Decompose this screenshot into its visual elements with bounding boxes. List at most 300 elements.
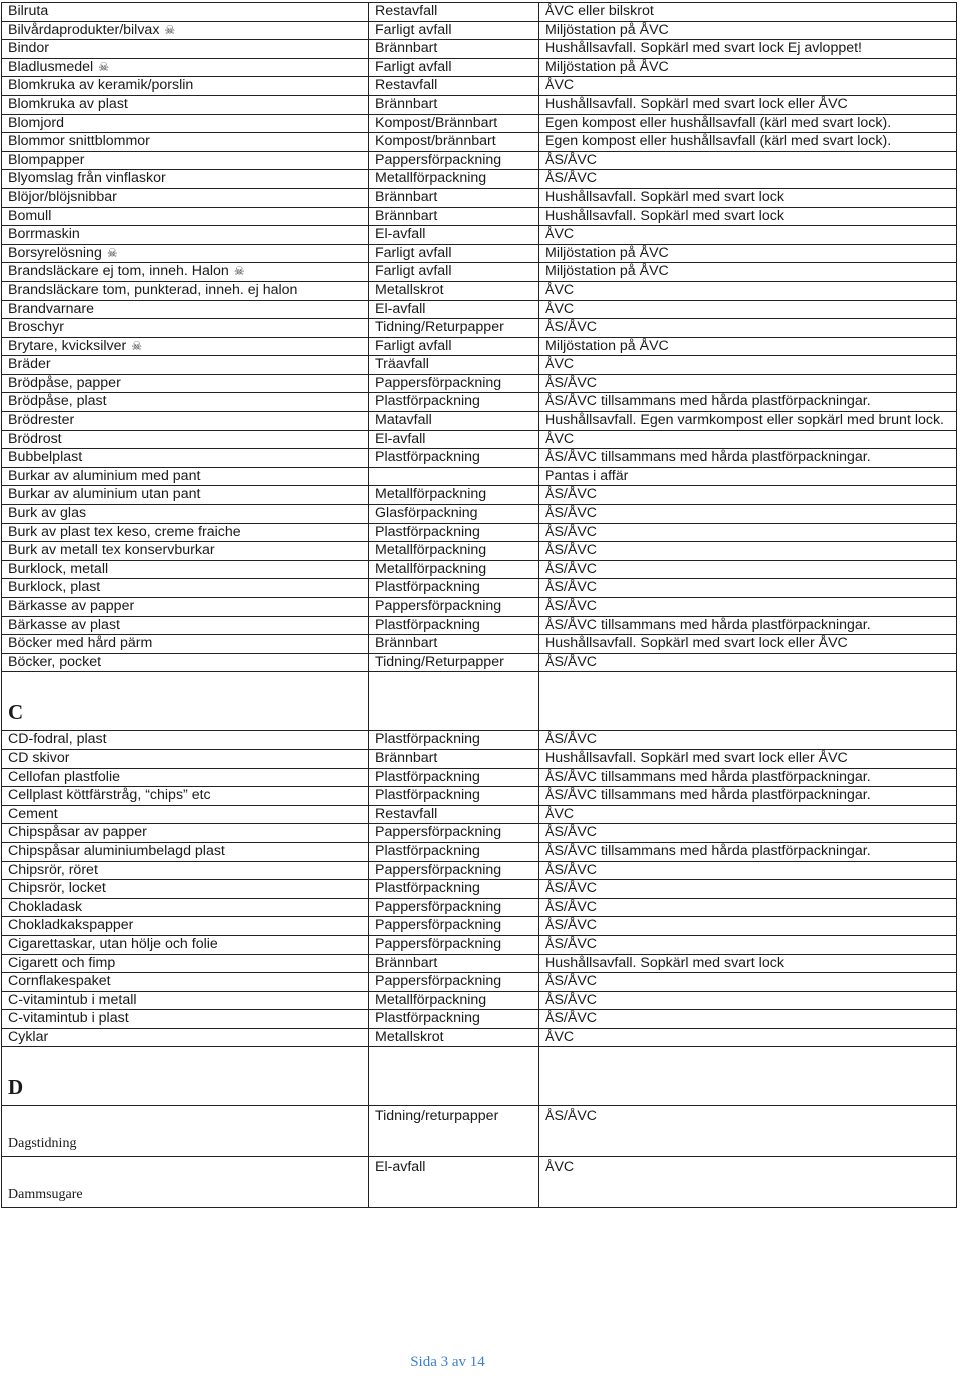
disposal-instruction: ÅS/ÅVC tillsammans med hårda plastförpackningar.	[545, 449, 871, 466]
category-cell	[369, 114, 539, 133]
table-row	[2, 861, 957, 880]
item-cell	[2, 935, 369, 954]
category-cell	[369, 133, 539, 152]
waste-category: Brännbart	[375, 188, 438, 205]
item-name: Blyomslag från vinflaskor	[8, 170, 166, 187]
table-row	[2, 430, 957, 449]
table-row	[2, 207, 957, 226]
item-name: Bomull	[8, 207, 52, 224]
disposal-instruction: ÅVC	[545, 1028, 575, 1045]
item-name: Blommor snittblommor	[8, 133, 150, 150]
item-cell	[2, 542, 369, 561]
item-cell	[2, 467, 369, 486]
waste-category: Kompost/Brännbart	[375, 114, 498, 131]
waste-category: El-avfall	[375, 300, 426, 317]
category-cell	[369, 467, 539, 486]
waste-category: Plastförpackning	[375, 731, 480, 748]
waste-category: Pappersförpackning	[375, 824, 502, 841]
disposal-instruction: Pantas i affär	[545, 467, 629, 484]
disposal-instruction: Hushållsavfall. Sopkärl med svart lock	[545, 207, 784, 224]
disposal-cell	[539, 226, 957, 245]
item-cell	[2, 3, 369, 22]
table-row	[2, 58, 957, 77]
table-row	[2, 731, 957, 750]
disposal-instruction: ÅS/ÅVC	[545, 560, 598, 577]
disposal-cell	[539, 505, 957, 524]
table-row	[2, 281, 957, 300]
disposal-instruction: ÅS/ÅVC tillsammans med hårda plastförpackningar.	[545, 787, 871, 804]
table-body	[2, 3, 957, 1208]
table-row	[2, 486, 957, 505]
table-row	[2, 319, 957, 338]
table-row	[2, 449, 957, 468]
item-name: Cellplast köttfärstråg, “chips” etc	[8, 787, 211, 804]
item-name: Dammsugare	[8, 1186, 83, 1202]
item-name: Burkar av aluminium med pant	[8, 467, 201, 484]
item-cell	[2, 281, 369, 300]
item-name: Böcker med hård pärm	[8, 635, 153, 652]
item-cell	[2, 95, 369, 114]
item-name: Böcker, pocket	[8, 653, 102, 670]
disposal-cell	[539, 95, 957, 114]
table-row	[2, 616, 957, 635]
disposal-cell	[539, 281, 957, 300]
category-cell	[369, 412, 539, 431]
section-letter-cell	[2, 672, 369, 731]
item-cell	[2, 731, 369, 750]
item-cell	[2, 880, 369, 899]
disposal-cell	[539, 467, 957, 486]
category-cell	[369, 653, 539, 672]
category-cell	[369, 226, 539, 245]
category-cell	[369, 95, 539, 114]
item-cell	[2, 824, 369, 843]
item-name: Burklock, plast	[8, 579, 101, 596]
waste-category: Plastförpackning	[375, 1010, 480, 1027]
category-cell	[369, 170, 539, 189]
waste-category: Tidning/Returpapper	[375, 319, 504, 336]
table-row	[2, 300, 957, 319]
category-cell	[369, 749, 539, 768]
category-cell	[369, 917, 539, 936]
table-row	[2, 973, 957, 992]
disposal-cell	[539, 787, 957, 806]
disposal-instruction: Hushållsavfall. Sopkärl med svart lock	[545, 188, 784, 205]
item-cell	[2, 151, 369, 170]
waste-category: Brännbart	[375, 207, 438, 224]
disposal-instruction: ÅS/ÅVC	[545, 824, 598, 841]
table-row	[2, 337, 957, 356]
disposal-instruction: ÅS/ÅVC tillsammans med hårda plastförpackningar.	[545, 768, 871, 785]
disposal-instruction: ÅVC	[545, 1159, 575, 1176]
category-cell	[369, 486, 539, 505]
item-cell	[2, 40, 369, 59]
item-cell	[2, 787, 369, 806]
table-row	[2, 787, 957, 806]
disposal-instruction: ÅS/ÅVC	[545, 1108, 598, 1125]
disposal-cell	[539, 133, 957, 152]
disposal-instruction: ÅVC	[545, 430, 575, 447]
item-cell	[2, 207, 369, 226]
table-row	[2, 1106, 957, 1157]
disposal-cell	[539, 768, 957, 787]
item-cell	[2, 991, 369, 1010]
item-name: Brödrost	[8, 430, 62, 447]
category-cell	[369, 861, 539, 880]
item-name: Borrmaskin	[8, 226, 80, 243]
item-cell	[2, 973, 369, 992]
item-name: Bärkasse av papper	[8, 598, 135, 614]
disposal-instruction: Hushållsavfall. Sopkärl med svart lock eller ÅVC	[545, 749, 848, 766]
waste-category: Restavfall	[375, 805, 438, 822]
hazard-skull-icon: ☠	[164, 22, 176, 37]
waste-category: Metallskrot	[375, 1028, 444, 1045]
waste-category: Brännbart	[375, 40, 438, 57]
waste-category: Metallförpackning	[375, 560, 487, 577]
item-cell	[2, 505, 369, 524]
table-row	[2, 991, 957, 1010]
disposal-instruction: ÅVC	[545, 281, 575, 298]
waste-category: Brännbart	[375, 749, 438, 766]
item-name: Chipspåsar aluminiumbelagd plast	[8, 842, 225, 859]
disposal-cell	[539, 542, 957, 561]
disposal-instruction: Miljöstation på ÅVC	[545, 263, 669, 280]
disposal-instruction: ÅS/ÅVC	[545, 731, 598, 748]
disposal-cell	[539, 749, 957, 768]
category-cell	[369, 842, 539, 861]
item-cell	[2, 77, 369, 96]
table-row	[2, 749, 957, 768]
category-cell	[369, 787, 539, 806]
waste-category: Brännbart	[375, 635, 438, 652]
waste-category: Farligt avfall	[375, 263, 452, 280]
page-footer: Sida 3 av 14	[410, 1354, 485, 1370]
disposal-cell	[539, 1157, 957, 1208]
table-row	[2, 374, 957, 393]
waste-category: Metallskrot	[375, 281, 444, 298]
item-cell	[2, 244, 369, 263]
disposal-instruction: ÅS/ÅVC	[545, 579, 598, 596]
disposal-instruction: ÅS/ÅVC	[545, 653, 598, 670]
item-cell	[2, 58, 369, 77]
waste-category: Tidning/returpapper	[375, 1108, 499, 1125]
waste-category: Matavfall	[375, 412, 432, 429]
waste-category: Pappersförpackning	[375, 917, 502, 934]
item-cell	[2, 449, 369, 468]
disposal-instruction: ÅS/ÅVC	[545, 973, 598, 990]
table-row	[2, 21, 957, 40]
disposal-cell	[539, 1010, 957, 1029]
disposal-cell	[539, 824, 957, 843]
table-row	[2, 412, 957, 431]
disposal-cell	[539, 263, 957, 282]
empty-cell	[369, 672, 539, 731]
empty-cell	[539, 1047, 957, 1106]
disposal-cell	[539, 486, 957, 505]
waste-category: Metallförpackning	[375, 486, 487, 503]
table-row	[2, 1010, 957, 1029]
waste-category: Plastförpackning	[375, 616, 480, 633]
disposal-cell	[539, 21, 957, 40]
waste-category: Pappersförpackning	[375, 861, 502, 878]
waste-category: Farligt avfall	[375, 244, 452, 261]
section-letter-cell	[2, 1047, 369, 1106]
waste-category: Kompost/brännbart	[375, 133, 496, 150]
category-cell	[369, 151, 539, 170]
category-cell	[369, 1028, 539, 1047]
category-cell	[369, 731, 539, 750]
category-cell	[369, 616, 539, 635]
empty-cell	[369, 1047, 539, 1106]
category-cell	[369, 935, 539, 954]
table-row	[2, 151, 957, 170]
waste-category: Pappersförpackning	[375, 973, 502, 990]
item-name: Blomkruka av keramik/porslin	[8, 77, 194, 94]
table-row	[2, 1028, 957, 1047]
disposal-cell	[539, 300, 957, 319]
disposal-cell	[539, 731, 957, 750]
table-row	[2, 880, 957, 899]
item-cell	[2, 114, 369, 133]
waste-category: Plastförpackning	[375, 787, 480, 804]
disposal-cell	[539, 523, 957, 542]
item-cell	[2, 300, 369, 319]
category-cell	[369, 319, 539, 338]
item-cell	[2, 579, 369, 598]
item-name: Brödpåse, papper	[8, 374, 121, 391]
waste-category: Brännbart	[375, 954, 438, 971]
category-cell	[369, 1010, 539, 1029]
item-name: Cornflakespaket	[8, 973, 111, 990]
disposal-cell	[539, 842, 957, 861]
disposal-instruction: ÅS/ÅVC	[545, 319, 598, 336]
disposal-cell	[539, 207, 957, 226]
category-cell	[369, 281, 539, 300]
item-cell	[2, 653, 369, 672]
table-row	[2, 917, 957, 936]
waste-category: Träavfall	[375, 356, 429, 373]
item-cell	[2, 616, 369, 635]
category-cell	[369, 880, 539, 899]
item-name: Burk av plast tex keso, creme fraiche	[8, 523, 241, 540]
table-row	[2, 393, 957, 412]
item-name: Blomkruka av plast	[8, 95, 128, 112]
table-row	[2, 3, 957, 22]
disposal-instruction: ÅS/ÅVC	[545, 542, 598, 559]
disposal-instruction: Egen kompost eller hushållsavfall (kärl med svart lock).	[545, 133, 892, 150]
table-row	[2, 523, 957, 542]
disposal-instruction: ÅS/ÅVC	[545, 991, 598, 1008]
disposal-instruction: ÅS/ÅVC	[545, 861, 598, 878]
table-row	[2, 1157, 957, 1208]
item-cell	[2, 768, 369, 787]
waste-category: Pappersförpackning	[375, 935, 502, 952]
waste-category: Plastförpackning	[375, 842, 480, 859]
item-cell	[2, 263, 369, 282]
category-cell	[369, 374, 539, 393]
disposal-cell	[539, 861, 957, 880]
disposal-instruction: Hushållsavfall. Sopkärl med svart lock eller ÅVC	[545, 635, 848, 652]
item-cell	[2, 1106, 369, 1157]
disposal-cell	[539, 1028, 957, 1047]
waste-category: Pappersförpackning	[375, 598, 502, 614]
category-cell	[369, 188, 539, 207]
waste-category: Brännbart	[375, 95, 438, 112]
item-name: Cellofan plastfolie	[8, 768, 120, 785]
disposal-instruction: Egen kompost eller hushållsavfall (kärl med svart lock).	[545, 114, 892, 131]
item-cell	[2, 842, 369, 861]
item-name: Cigarett och fimp	[8, 954, 116, 971]
item-name: Chipspåsar av papper	[8, 824, 147, 841]
disposal-cell	[539, 935, 957, 954]
category-cell	[369, 263, 539, 282]
table-row	[2, 77, 957, 96]
disposal-cell	[539, 412, 957, 431]
category-cell	[369, 40, 539, 59]
waste-category: Pappersförpackning	[375, 374, 502, 391]
waste-category: Plastförpackning	[375, 523, 480, 540]
category-cell	[369, 77, 539, 96]
disposal-cell	[539, 374, 957, 393]
category-cell	[369, 1106, 539, 1157]
item-cell	[2, 1157, 369, 1208]
waste-category: Metallförpackning	[375, 542, 487, 559]
category-cell	[369, 1157, 539, 1208]
disposal-cell	[539, 3, 957, 22]
item-name: Bärkasse av plast	[8, 616, 120, 633]
hazard-skull-icon: ☠	[233, 264, 245, 279]
disposal-cell	[539, 244, 957, 263]
disposal-instruction: Hushållsavfall. Sopkärl med svart lock eller ÅVC	[545, 95, 848, 112]
table-row	[2, 935, 957, 954]
category-cell	[369, 598, 539, 617]
waste-category: Metallförpackning	[375, 991, 487, 1008]
disposal-cell	[539, 917, 957, 936]
item-name: Brandsläckare ej tom, inneh. Halon	[8, 263, 229, 280]
disposal-instruction: ÅVC	[545, 226, 575, 243]
item-cell	[2, 430, 369, 449]
disposal-cell	[539, 991, 957, 1010]
item-cell	[2, 954, 369, 973]
disposal-instruction: ÅS/ÅVC	[545, 151, 598, 168]
category-cell	[369, 300, 539, 319]
item-cell	[2, 898, 369, 917]
empty-cell	[539, 672, 957, 731]
item-name: Bilvårdaprodukter/bilvax	[8, 21, 160, 38]
waste-category: Restavfall	[375, 3, 438, 19]
item-cell	[2, 560, 369, 579]
disposal-instruction: ÅVC	[545, 356, 575, 373]
disposal-cell	[539, 40, 957, 59]
item-name: Bilruta	[8, 3, 49, 19]
item-cell	[2, 917, 369, 936]
item-name: Burk av glas	[8, 505, 87, 522]
disposal-cell	[539, 58, 957, 77]
category-cell	[369, 898, 539, 917]
disposal-instruction: ÅVC	[545, 805, 575, 822]
disposal-cell	[539, 151, 957, 170]
table-row	[2, 114, 957, 133]
disposal-cell	[539, 319, 957, 338]
disposal-cell	[539, 898, 957, 917]
category-cell	[369, 542, 539, 561]
item-name: CD-fodral, plast	[8, 731, 107, 748]
table-row	[2, 188, 957, 207]
table-row	[2, 40, 957, 59]
waste-category: Restavfall	[375, 77, 438, 94]
waste-category: El-avfall	[375, 226, 426, 243]
item-name: Cyklar	[8, 1028, 49, 1045]
item-name: Dagstidning	[8, 1135, 77, 1151]
table-row	[2, 598, 957, 617]
waste-category: El-avfall	[375, 1159, 426, 1176]
disposal-instruction: ÅS/ÅVC	[545, 898, 598, 915]
disposal-cell	[539, 430, 957, 449]
waste-category: El-avfall	[375, 430, 426, 447]
waste-category: Farligt avfall	[375, 58, 452, 75]
disposal-cell	[539, 114, 957, 133]
disposal-instruction: ÅS/ÅVC	[545, 935, 598, 952]
disposal-cell	[539, 337, 957, 356]
disposal-instruction: ÅS/ÅVC	[545, 917, 598, 934]
disposal-instruction: ÅS/ÅVC tillsammans med hårda plastförpackningar.	[545, 842, 871, 859]
item-name: Burk av metall tex konservburkar	[8, 542, 215, 559]
item-cell	[2, 356, 369, 375]
category-cell	[369, 973, 539, 992]
item-cell	[2, 523, 369, 542]
item-cell	[2, 861, 369, 880]
waste-category: Plastförpackning	[375, 768, 480, 785]
category-cell	[369, 505, 539, 524]
disposal-cell	[539, 356, 957, 375]
item-name: Bubbelplast	[8, 449, 83, 466]
item-name: Chokladkakspapper	[8, 917, 134, 934]
item-name: Brytare, kvicksilver	[8, 337, 127, 354]
disposal-instruction: ÅS/ÅVC tillsammans med hårda plastförpackningar.	[545, 616, 871, 633]
disposal-cell	[539, 188, 957, 207]
disposal-instruction: Miljöstation på ÅVC	[545, 244, 669, 261]
disposal-instruction: ÅS/ÅVC	[545, 523, 598, 540]
disposal-instruction: ÅS/ÅVC	[545, 486, 598, 503]
item-name: Brandvarnare	[8, 300, 94, 317]
category-cell	[369, 430, 539, 449]
hazard-skull-icon: ☠	[106, 245, 118, 260]
disposal-instruction: ÅS/ÅVC	[545, 505, 598, 522]
item-cell	[2, 188, 369, 207]
table-row	[2, 653, 957, 672]
waste-category: Plastförpackning	[375, 449, 480, 466]
table-row	[2, 263, 957, 282]
item-cell	[2, 598, 369, 617]
table-row	[2, 898, 957, 917]
disposal-cell	[539, 598, 957, 617]
item-cell	[2, 635, 369, 654]
waste-category: Plastförpackning	[375, 880, 480, 897]
table-row	[2, 467, 957, 486]
waste-category: Plastförpackning	[375, 579, 480, 596]
disposal-cell	[539, 880, 957, 899]
disposal-instruction: Hushållsavfall. Egen varmkompost eller sopkärl med brunt lock.	[545, 412, 944, 429]
table-row	[2, 244, 957, 263]
item-name: Chipsrör, röret	[8, 861, 98, 878]
category-cell	[369, 991, 539, 1010]
waste-sorting-table	[1, 2, 957, 1208]
item-cell	[2, 1028, 369, 1047]
disposal-instruction: Miljöstation på ÅVC	[545, 21, 669, 38]
table-row	[2, 635, 957, 654]
category-cell	[369, 449, 539, 468]
disposal-cell	[539, 954, 957, 973]
